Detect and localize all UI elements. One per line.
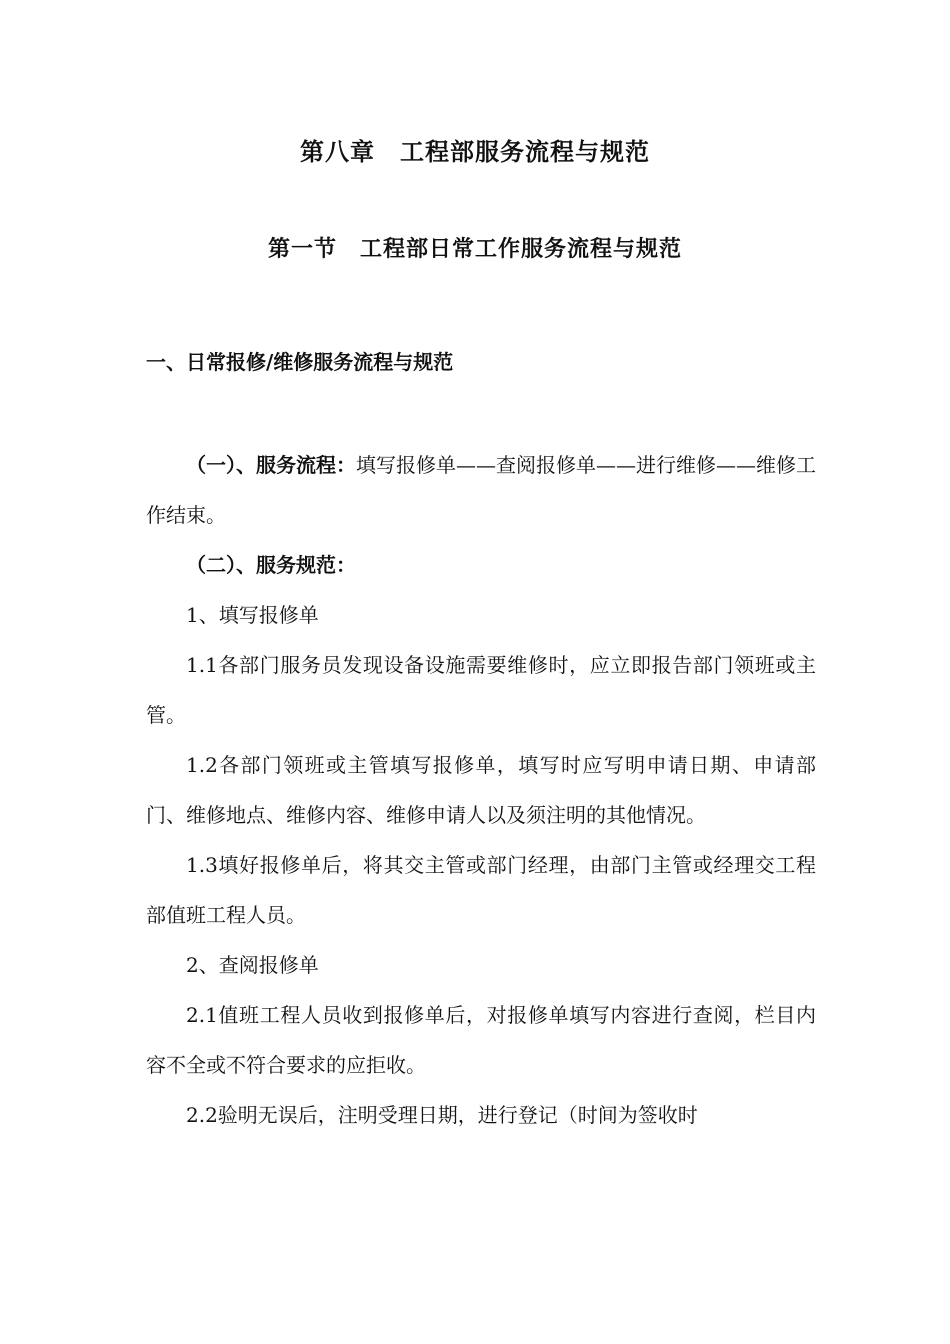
document-body <box>146 440 816 1140</box>
norms-label: （二）、服务规范： <box>186 553 356 577</box>
flow-paragraph <box>146 440 816 540</box>
subsection-heading: 一、日常报修/维修服务流程与规范 <box>146 350 454 374</box>
list-item: 1.2各部门领班或主管填写报修单，填写时应写明申请日期、申请部门、维修地点、维修内容、维修申请人以及须注明的其他情况。 <box>146 753 816 827</box>
list-item: 1.3填好报修单后，将其交主管或部门经理，由部门主管或经理交工程部值班工程人员。 <box>146 853 816 927</box>
flow-text: 填写报修单——查阅报修单——进行维修——维修工作结束。 <box>146 453 816 527</box>
item-heading: 1、填写报修单 <box>186 603 319 627</box>
list-item: 2.2验明无误后，注明受理日期，进行登记（时间为签收时 <box>186 1103 698 1127</box>
chapter-title: 第八章 工程部服务流程与规范 <box>300 138 650 166</box>
flow-label: （一）、服务流程： <box>186 453 356 477</box>
item-heading: 2、查阅报修单 <box>186 953 319 977</box>
list-item: 1.1各部门服务员发现设备设施需要维修时，应立即报告部门领班或主管。 <box>146 653 816 727</box>
list-item: 2.1值班工程人员收到报修单后，对报修单填写内容进行查阅，栏目内容不全或不符合要求的应拒收。 <box>146 1003 816 1077</box>
section-title: 第一节 工程部日常工作服务流程与规范 <box>267 237 682 262</box>
